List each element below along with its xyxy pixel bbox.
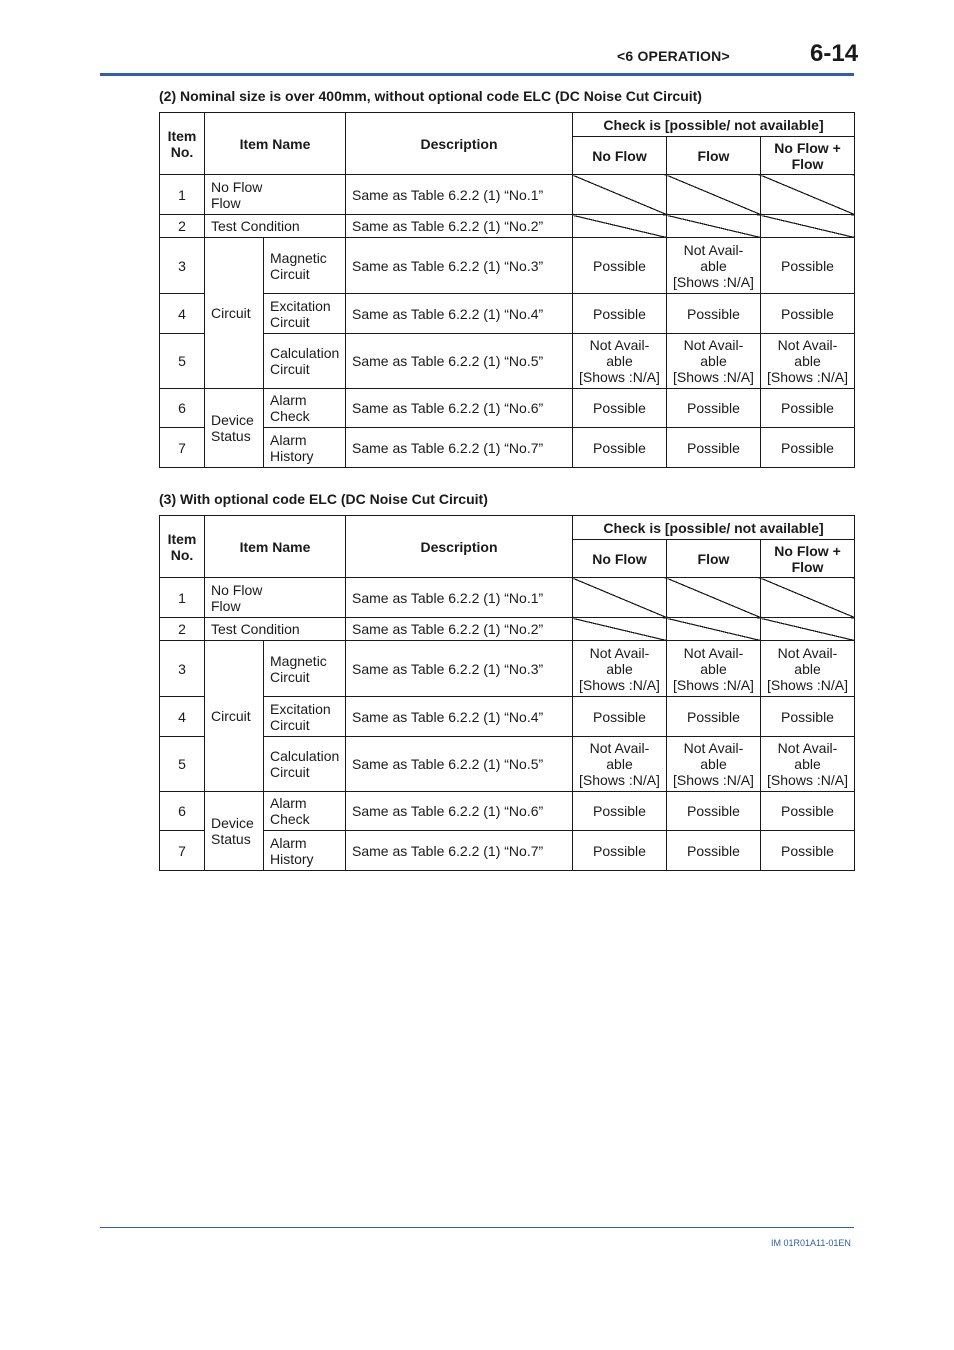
label-line: Not Avail-: [777, 740, 838, 756]
table-row: [160, 294, 855, 334]
possible-cell: Possible: [573, 792, 667, 831]
label-line: Not Avail-: [683, 740, 744, 756]
label-line: Alarm: [270, 392, 307, 408]
not-applicable-cell: [761, 578, 855, 618]
item-number: 3: [160, 641, 205, 697]
label-line: able: [606, 756, 633, 772]
label-line: [Shows :N/A]: [767, 369, 848, 385]
item-number: 2: [160, 215, 205, 238]
not-available-cell: [667, 334, 761, 389]
possible-cell: Possible: [573, 697, 667, 737]
label-line: Not Avail-: [683, 337, 744, 353]
sub-item-cell: [264, 238, 346, 294]
label-line: Check: [270, 811, 310, 827]
item-number: 7: [160, 831, 205, 871]
header-line: Flow: [791, 155, 824, 172]
label-line: Circuit: [270, 764, 310, 780]
label-line: Not Avail-: [777, 644, 838, 661]
item-no-header: [160, 113, 205, 175]
item-name-cell: Test Condition: [205, 215, 346, 238]
sub-item-cell: [264, 428, 346, 468]
description-header: Description: [346, 516, 573, 578]
item-number: 6: [160, 389, 205, 428]
label-line: able: [700, 257, 727, 274]
not-available-cell: [573, 737, 667, 792]
table-header-row: [160, 113, 855, 137]
label-line: [Shows :N/A]: [673, 273, 754, 290]
not-applicable-cell: [573, 578, 667, 618]
label-line: Not Avail-: [683, 241, 744, 258]
possible-cell: Possible: [761, 792, 855, 831]
possible-cell: Possible: [761, 389, 855, 428]
header-line: No Flow +: [774, 139, 841, 156]
flow-header: Flow: [667, 540, 761, 578]
sub-item-cell: [264, 334, 346, 389]
possible-cell: Possible: [761, 428, 855, 468]
label-line: Circuit: [270, 313, 310, 330]
label-line: Not Avail-: [589, 337, 650, 353]
check-group-header: Check is [possible/ not available]: [573, 516, 855, 540]
header-line: Flow: [791, 558, 824, 575]
label-line: No Flow: [211, 178, 263, 195]
label-line: Excitation: [270, 297, 331, 314]
table-row: [160, 389, 855, 428]
not-available-cell: [761, 334, 855, 389]
item-number: 4: [160, 697, 205, 737]
item-name-header: Item Name: [205, 516, 346, 578]
label-line: able: [700, 660, 727, 677]
item-number: 1: [160, 175, 205, 215]
not-applicable-cell: [761, 215, 855, 238]
item-name-cell: [205, 175, 346, 215]
table-row: [160, 618, 855, 641]
label-line: able: [794, 353, 821, 369]
not-applicable-cell: [667, 215, 761, 238]
label-line: Flow: [211, 597, 241, 614]
label-line: Alarm: [270, 795, 307, 811]
not-applicable-cell: [573, 215, 667, 238]
possible-cell: Possible: [667, 294, 761, 334]
item-number: 2: [160, 618, 205, 641]
group-cell-circuit: Circuit: [205, 641, 264, 792]
not-available-cell: [667, 737, 761, 792]
label-line: [Shows :N/A]: [579, 772, 660, 788]
item-number: 6: [160, 792, 205, 831]
label-line: Not Avail-: [777, 337, 838, 353]
sub-item-cell: [264, 831, 346, 871]
label-line: History: [270, 447, 314, 464]
check-table: [159, 515, 855, 871]
label-line: Status: [211, 428, 251, 444]
label-line: Circuit: [270, 716, 310, 733]
label-line: Flow: [211, 194, 241, 211]
table-row: [160, 578, 855, 618]
description-cell: Same as Table 6.2.2 (1) “No.2”: [346, 215, 573, 238]
label-line: [Shows :N/A]: [767, 772, 848, 788]
label-line: Magnetic: [270, 652, 327, 669]
group-cell-device-status: [205, 792, 264, 871]
item-number: 4: [160, 294, 205, 334]
possible-cell: Possible: [573, 238, 667, 294]
possible-cell: Possible: [667, 792, 761, 831]
description-cell: Same as Table 6.2.2 (1) “No.1”: [346, 175, 573, 215]
description-cell: Same as Table 6.2.2 (1) “No.5”: [346, 334, 573, 389]
sub-item-cell: [264, 389, 346, 428]
table-row: [160, 428, 855, 468]
label-line: [Shows :N/A]: [579, 369, 660, 385]
possible-cell: Possible: [573, 389, 667, 428]
sub-item-cell: [264, 697, 346, 737]
not-available-cell: [761, 737, 855, 792]
not-applicable-cell: [761, 618, 855, 641]
label-line: Magnetic: [270, 249, 327, 266]
label-line: able: [700, 756, 727, 772]
table-row: [160, 334, 855, 389]
header-line: Item: [167, 530, 197, 547]
item-number: 3: [160, 238, 205, 294]
not-available-cell: [667, 238, 761, 294]
label-line: Calculation: [270, 748, 340, 764]
description-cell: Same as Table 6.2.2 (1) “No.4”: [346, 697, 573, 737]
header-line: Item: [167, 127, 197, 144]
label-line: able: [794, 756, 821, 772]
item-no-header: [160, 516, 205, 578]
not-available-cell: [761, 641, 855, 697]
not-available-cell: [667, 641, 761, 697]
table-row: [160, 641, 855, 697]
not-applicable-cell: [573, 175, 667, 215]
group-cell-device-status: [205, 389, 264, 468]
label-line: No Flow: [211, 581, 263, 598]
label-line: Check: [270, 408, 310, 424]
table-row: [160, 697, 855, 737]
item-number: 5: [160, 737, 205, 792]
table-row: [160, 737, 855, 792]
table-row: [160, 215, 855, 238]
table-row: [160, 792, 855, 831]
description-cell: Same as Table 6.2.2 (1) “No.6”: [346, 792, 573, 831]
label-line: able: [700, 353, 727, 369]
check-group-header: Check is [possible/ not available]: [573, 113, 855, 137]
item-name-header: Item Name: [205, 113, 346, 175]
description-cell: Same as Table 6.2.2 (1) “No.3”: [346, 238, 573, 294]
possible-cell: Possible: [573, 428, 667, 468]
item-name-cell: Test Condition: [205, 618, 346, 641]
sub-item-cell: [264, 641, 346, 697]
label-line: Not Avail-: [589, 740, 650, 756]
header-line: No.: [170, 143, 194, 160]
label-line: Alarm: [270, 834, 307, 851]
possible-cell: Possible: [761, 238, 855, 294]
flow-header: Flow: [667, 137, 761, 175]
label-line: Circuit: [270, 668, 310, 685]
header-line: No Flow +: [774, 542, 841, 559]
label-line: [Shows :N/A]: [673, 772, 754, 788]
possible-cell: Possible: [667, 697, 761, 737]
description-cell: Same as Table 6.2.2 (1) “No.3”: [346, 641, 573, 697]
label-line: Circuit: [270, 361, 310, 377]
possible-cell: Possible: [667, 831, 761, 871]
label-line: Alarm: [270, 431, 307, 448]
sub-item-cell: [264, 737, 346, 792]
no-flow-header: No Flow: [573, 540, 667, 578]
description-cell: Same as Table 6.2.2 (1) “No.5”: [346, 737, 573, 792]
not-applicable-cell: [573, 618, 667, 641]
label-line: Status: [211, 831, 251, 847]
description-cell: Same as Table 6.2.2 (1) “No.1”: [346, 578, 573, 618]
description-cell: Same as Table 6.2.2 (1) “No.7”: [346, 428, 573, 468]
no-flow-header: No Flow: [573, 137, 667, 175]
description-cell: Same as Table 6.2.2 (1) “No.7”: [346, 831, 573, 871]
possible-cell: Possible: [761, 697, 855, 737]
label-line: Not Avail-: [589, 644, 650, 661]
possible-cell: Possible: [761, 831, 855, 871]
sub-item-cell: [264, 792, 346, 831]
label-line: [Shows :N/A]: [673, 676, 754, 693]
label-line: [Shows :N/A]: [579, 676, 660, 693]
table-row: [160, 831, 855, 871]
page-number: 6-14: [810, 40, 859, 67]
no-flow-plus-flow-header: [761, 137, 855, 175]
label-line: Device: [211, 412, 254, 428]
header-rule: [100, 73, 854, 76]
label-line: Excitation: [270, 700, 331, 717]
possible-cell: Possible: [667, 389, 761, 428]
possible-cell: Possible: [573, 294, 667, 334]
not-available-cell: [573, 641, 667, 697]
sub-item-cell: [264, 294, 346, 334]
label-line: History: [270, 850, 314, 867]
label-line: Calculation: [270, 345, 340, 361]
label-line: able: [606, 660, 633, 677]
header-line: No.: [170, 546, 194, 563]
table-header-row: [160, 516, 855, 540]
not-applicable-cell: [667, 175, 761, 215]
label-line: able: [794, 660, 821, 677]
label-line: [Shows :N/A]: [767, 676, 848, 693]
section-title: <6 OPERATION>: [617, 48, 730, 64]
table-row: [160, 175, 855, 215]
possible-cell: Possible: [761, 294, 855, 334]
label-line: Device: [211, 815, 254, 831]
item-name-cell: [205, 578, 346, 618]
label-line: Not Avail-: [683, 644, 744, 661]
description-cell: Same as Table 6.2.2 (1) “No.2”: [346, 618, 573, 641]
item-number: 7: [160, 428, 205, 468]
table-caption: (3) With optional code ELC (DC Noise Cut Circuit): [159, 491, 488, 507]
not-available-cell: [573, 334, 667, 389]
table-row: [160, 238, 855, 294]
label-line: able: [606, 353, 633, 369]
document-id: IM 01R01A11-01EN: [771, 1238, 851, 1248]
description-header: Description: [346, 113, 573, 175]
no-flow-plus-flow-header: [761, 540, 855, 578]
check-table: [159, 112, 855, 468]
table-caption: (2) Nominal size is over 400mm, without optional code ELC (DC Noise Cut Circuit): [159, 88, 702, 104]
possible-cell: Possible: [573, 831, 667, 871]
group-cell-circuit: Circuit: [205, 238, 264, 389]
footer-rule: [100, 1227, 854, 1228]
description-cell: Same as Table 6.2.2 (1) “No.6”: [346, 389, 573, 428]
description-cell: Same as Table 6.2.2 (1) “No.4”: [346, 294, 573, 334]
not-applicable-cell: [667, 618, 761, 641]
label-line: [Shows :N/A]: [673, 369, 754, 385]
possible-cell: Possible: [667, 428, 761, 468]
not-applicable-cell: [761, 175, 855, 215]
item-number: 5: [160, 334, 205, 389]
not-applicable-cell: [667, 578, 761, 618]
label-line: Circuit: [270, 265, 310, 282]
item-number: 1: [160, 578, 205, 618]
